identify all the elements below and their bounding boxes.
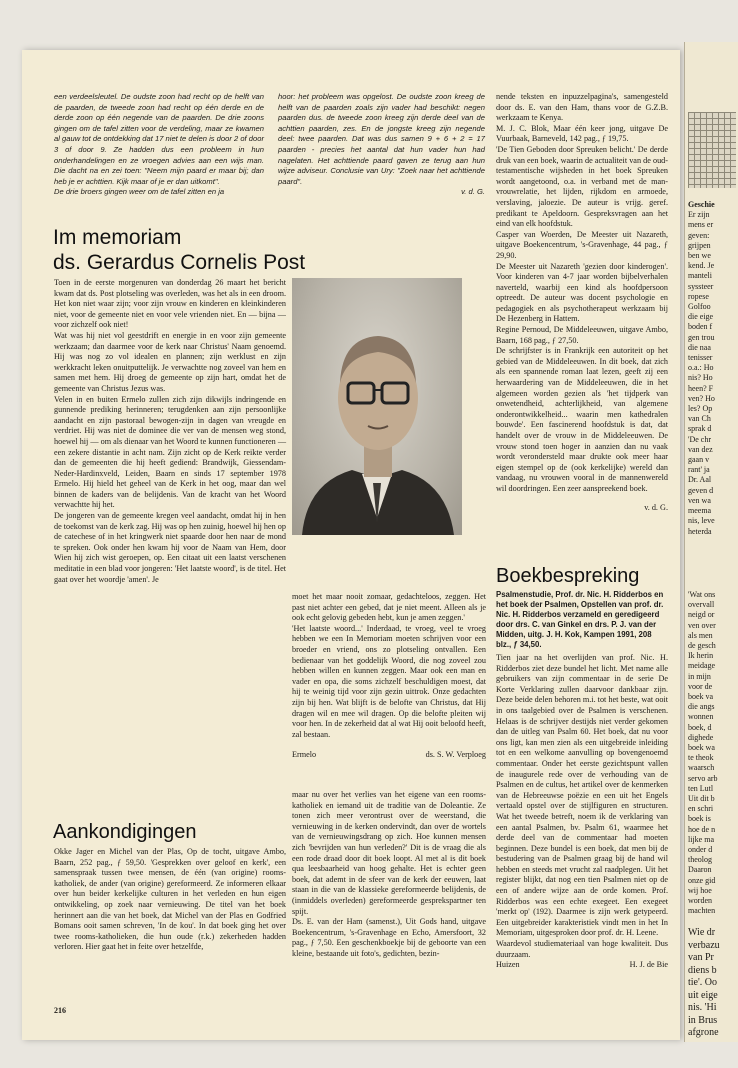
memoriam-paragraph: moet het maar nooit zomaar, gedachteloos, zeggen. Het past niet achter een gebed, dat je niet meent. Alleen als je ook echt gelovig gebeden hebt, kun je amen zeggen.' [292,592,486,623]
memoriam-title [53,225,305,275]
announcements-left-column [54,847,286,953]
adjacent-text-line: verbazu [688,939,720,951]
memoriam-left-column [54,278,286,585]
memoriam-signature [292,750,486,761]
adjacent-text-line: grijpen [688,240,711,250]
memoriam-paragraph: 'Het laatste woord...' Inderdaad, te vroeg, veel te vroeg hebben we een In Memoriam moeten schrijven voor een broeder en vriend, ons zo plotseling ontvallen. Een bedienaar van het goddelijk Woord, die nog zoveel zou hebben willen en kunnen zeggen. Maar ook een man en vader en opa, die soms zichzelf beschuldigen moest, dat hij te weinig tijd voor zijn gezin uittrok. Onze gedachten zijn bij hen. Wat blijft is de belofte van Christus, dat Hij dragen wil en mee wil dragen. Op die belofte pleiten wij voor hen. In de zekerheid dat al wat Hij ooit beloofd heeft, zal bestaan. [292,623,486,739]
right-column-text: Regine Pernoud, De Middeleeuwen, uitgave Ambo, Baarn, 168 pag., ƒ 27,50. [496,325,668,345]
right-column [496,92,668,513]
intro-left-text-2: De drie broers gingen weer om de tafel zitten en ja [54,187,225,197]
memoriam-sign-place: Ermelo [292,750,317,760]
adjacent-text-line: onze gid [688,875,716,885]
adjacent-text-line: geven d [688,485,714,495]
portrait-photo [292,278,462,535]
adjacent-text-line: die angs [688,702,715,712]
adjacent-text-line: dighede [688,732,714,742]
review-title: Boekbespreking [496,565,640,587]
adjacent-text-line: meidage [688,661,716,671]
adjacent-text-line: overvall [688,600,715,610]
adjacent-text-line: ven over [688,620,716,630]
announcements-middle-text: maar nu over het verlies van het eigene van een rooms-katholiek en iemand uit de traditie van de Doleantie. Ze tonen zich meer verontrust over de weerstand, die vernieuwing in de kerken ondervindt, dan over de wortels van de vernieuwingsdrang op zich. Hoe kunnen mensen zich 'bevrijden van hun verleden?' Dit is de vraag die als een rode draad door dit boek loopt. Al met al is dit boek qua leesbaarheid van hoog gehalte. Het is echter geen boek, dat ademt in de sfeer van de kerk der eeuwen, laat staan in die van de klassieke gereformeerde belijdenis, de (inmiddels overleden) gereformeerde gesprekspartner ten spijt. [292,790,486,916]
adjacent-text-line: syssteer [688,281,714,291]
memoriam-paragraph: Toen in de eerste morgenuren van donderdag 26 maart het bericht kwam dat ds. Post plotseling was overleden, was het als in een droom. Het kon niet waar zijn; voor zijn vrouw en kinderen en kleinkinderen niet, voor de gemeente niet en voor vele vrienden niet. En — bijna — voor zichzelf ook niet! [54,278,286,330]
adjacent-text-line: mens er [688,220,714,230]
adjacent-text-line: Uit dit b [688,794,715,804]
adjacent-text-line: onder d [688,845,713,855]
adjacent-text-line: neigd or [688,610,715,620]
page-number: 216 [54,1006,66,1015]
adjacent-text-line: boek is [688,814,711,824]
right-column-text: nende teksten en inpuzzelpagina's, samengesteld door ds. E. van den Ham, thans voor de G.Z.B. werkzaam te Kenya. [496,92,668,123]
adjacent-text-line: heen? F [688,383,714,393]
adjacent-text-line: machten [688,906,716,916]
adjacent-text-line: en schri [688,804,714,814]
review-sign-place: Huizen [496,960,520,970]
intro-middle-column [278,92,485,198]
adjacent-text-line: afgrone [688,1027,719,1038]
adjacent-text-line: nis? Ho [688,373,713,383]
adjacent-text-block-2 [685,590,718,917]
review-body: Tien jaar na het overlijden van prof. Nic. H. Ridderbos ziet deze bundel het licht. Met name alle gebruikers van zijn commentaar in de serie De Korte Verklaring zullen daarvoor dankbaar zijn. Deze beide delen behoren m.i. tot het beste, wat ooit in ons taalgebied over de Psalmen is verschenen. Helaas is de schrijver destijds niet verder gekomen dan de uitleg van Psalm 60. Het boek, dat nu voor ons ligt, kan men zien als een uitgebreide inleiding tot en een welkome aanvulling op bovengenoemd commentaar. Onder het eerste gezichtspunt vallen de inaugurele rede over de verhouding van de Psalmen en de cultus, het artikel over de kenmerken van de Hebreeuwse poëzie en een uit het Engels vertaald opstel over de stijlfiguren en structuren. Wat het tweede betreft, noem ik de verklaring van een aantal Psalmen, bv. Psalm 61, waarmee het derde deel van de commentaar had moeten beginnen. Deze bundel is een boek, dat men bij de bestudering van de Psalmen graag bij de hand wil hebben en steeds met vrucht zal raadplegen. Uit het register blijkt, dat nog een tien Psalmen niet op de een of andere wijze aan de orde komen. Prof. Ridderbos was een echte exegeet. Een exegeet 'merkt op' (192). Daarmee is zijn werk getypeerd. Een uitgebreider karakteristiek vindt men in het In Memoriam, uitgesproken door prof. dr. H. Leene. [496,653,668,938]
right-column-text: De Meester uit Nazareth 'gezien door kinderogen'. Voor kinderen van 4-7 jaar worden bijbelverhalen naverteld, waarbij een kind als hoofdpersoon optreedt. De auteur was docent psychologie en pedagogiek en als psychotherapeut werkzaam bij De Hezenberg in Hattem. [496,261,668,324]
adjacent-text-line: gen trou [688,332,715,342]
adjacent-text-line: worden [688,896,712,906]
adjacent-text-line: heterda [688,526,712,536]
intro-left-text: een verdeelsleutel. De oudste zoon had recht op de helft van de paarden, de tweede zoon had recht op één derde en de derde zoon op één negende van de paarden. De drie zoons gingen om de tafel zitten voor de verdeling, maar ze kwamen al gauw tot de ontdekking dat 17 niet te delen is door 2 of door 3 of door 9. Ze hadden dus een probleem in hun onderhandelingen en ze vroegen advies aan een wijs man. Die dacht na en zei toen: "Neem mijn paard er maar bij; dan heb je er achttien. Kijk maar of je er dan uitkomt". [54,92,264,186]
review-column [496,590,668,971]
adjacent-text-line: wonnen [688,712,714,722]
adjacent-text-line: van Ch [688,414,711,424]
right-column-signature: v. d. G. [644,502,668,512]
adjacent-text-line: ven wa [688,495,711,505]
memoriam-paragraph: Wat was hij niet vol geestdrift en energie in en voor zijn gemeente werkzaam; dan daarmee voor de kerk naar Christus' Naam genoemd. Hij was nog zo vol idealen en plannen; zijn werklust en zijn werkkracht leken onuitputtelijk. Je verwachtte nog zoveel van hem en samen met hem. Hij droeg de gemeente op zijn hart, omdat het de gemeente van Christus Jezus was. [54,330,286,393]
adjacent-text-line: gaan v [688,455,710,465]
adjacent-text-line: uit eige [688,989,718,1001]
right-column-text: 'De Tien Geboden door Spreuken belicht.' De derde druk van een boek, waarin de actualiteit van de oud-testamentische wijsheden in het boek Spreuken wordt aangetoond, o.a. in verband met de man-vrouwrelatie, het lijden, rijkdom en armoede, verslaving, jaloezie. De auteur is vrijg. geref. predikant te Apeldoorn. Gespreksvragen aan het eind van elk hoofdstuk. [496,144,668,229]
memoriam-right-column [292,592,486,761]
review-sign-author: H. J. de Bie [629,960,668,970]
adjacent-text-line: boek va [688,692,714,702]
adjacent-text-line: de gesch [688,641,716,651]
adjacent-text-line: wij hoe [688,885,712,895]
adjacent-text-line: in Brus [688,1014,718,1026]
adjacent-text-line: nis. 'Hi [688,1002,717,1013]
adjacent-text-line: die eige [688,312,714,322]
adjacent-text-line: meema [688,506,712,516]
adjacent-text-line: Er zijn [688,210,710,220]
right-column-text: Casper van Woerden, De Meester uit Nazareth, uitgave Boekencentrum, 's-Gravenhage, 44 pag., ƒ 29,90. [496,229,668,260]
adjacent-text-line: van dez [688,444,713,454]
adjacent-text-line: Wie dr [688,927,716,938]
adjacent-page [684,42,738,1042]
adjacent-text-line: te theok [688,753,714,763]
memoriam-sign-author: ds. S. W. Verploeg [425,750,486,760]
announcements-title: Aankondigingen [53,821,197,843]
adjacent-text-line: diens b [688,964,717,976]
memoriam-paragraph: Velen in en buiten Ermelo zullen zich zijn dikwijls indringende en gunnende prediking herinneren; terugdenken aan zijn persoonlijke aandacht en zijn pastoraal bewogen-zijn in dagen van vreugde en verdriet. Hij was niet de dominee die ver van de mensen weg stond, hoewel hij — om als dienaar van het Woord te kunnen functioneren — een zekere distantie in acht nam. Zijn zicht op de Kerk reikte verder dan de gemeenten die hij heeft gediend: Brandwijk, Giessendam-Neder-Hardinxveld, Leiden, Baarn en sinds 17 september 1978 Ermelo. Hij hield het geheel van de Kerk in het oog, maar dan wel binnen de kaders van de belijdenis. Van de kracht van het Woord verwachtte hij het. [54,394,287,510]
adjacent-text-line: servo arb [688,773,718,783]
adjacent-text-line: tie'. Oo [688,977,718,988]
adjacent-text-line: tenisser [688,353,713,363]
memoriam-title-line1: Im memoriam [53,226,182,249]
adjacent-text-line: ven? Ho [688,393,715,403]
announcements-left-text: Okke Jager en Michel van der Plas, Op de tocht, uitgave Ambo, Baarn, 252 pag., ƒ 59,50. 'Gesprekken over geloof en kerk', een samenspraak tussen twee mensen, de één (van origine) rooms-katholiek, de ander (van origine) gereformeerd. Ze informeren elkaar over hun beider kerkelijke culturen in het verleden en hun eigen ontwikkeling, op zoek naar vernieuwing. De titel van het boek herinnert aan die van het boek, dat Michel van der Plas en Godfried Bomans ooit samen schreven, 'In de kou'. In dat boek ging het over twee rooms-katholieken, die hun oude (r.k.) zekerheden hadden verloren. Hier gaat het in feite over hetzelfde, [54,847,286,952]
adjacent-page-grid-graphic [688,112,736,188]
adjacent-text-line: in mijn [688,671,711,681]
portrait-drawing [292,278,462,535]
intro-signature: v. d. G. [461,187,485,197]
adjacent-text-line: 'De chr [688,434,711,444]
adjacent-text-line: van Pr [688,952,714,963]
announcements-middle-column [292,790,486,960]
adjacent-text-line: Geschie [688,200,715,209]
intro-left-column [54,92,264,198]
memoriam-title-line2: ds. Gerardus Cornelis Post [53,251,306,274]
adjacent-text-line: manteli [688,271,712,281]
adjacent-text-line: Dr. Aal [688,475,712,485]
adjacent-text-block-1 [685,200,715,537]
adjacent-text-line: nis, leve [688,516,715,526]
adjacent-text-line: o.a.: Ho [688,363,714,373]
adjacent-text-line: ten Lutl [688,783,714,793]
adjacent-text-line: die naa [688,342,711,352]
adjacent-text-line: Ik herin [688,651,714,661]
adjacent-text-line: sprak d [688,424,712,434]
adjacent-text-line: Golfoo [688,302,711,312]
adjacent-text-line: als men [688,630,713,640]
adjacent-text-line: Daaron [688,865,712,875]
adjacent-text-line: boek, d [688,722,712,732]
adjacent-text-line: ben we [688,251,711,261]
adjacent-text-line: kend. Je [688,261,715,271]
intro-middle-text: hoor: het probleem was opgelost. De oudste zoon kreeg de helft van de paarden zoals zijn vader had beschikt: negen paarden dus. de tweede zoon kreeg zijn derde deel van de achttien paarden, zes. En de jongste kreeg zijn negende deel: twee paarden. Dat was dus samen 9 + 6 + 2 = 17 paarden - precies het aantal dat hun vader hun had nagelaten. Het achttiende paard gaven ze terug aan hun wijze adviseur. Conclusie van Ury: "Zoek naar het achttiende paard". [278,92,485,186]
adjacent-text-line: voor de [688,681,713,691]
announcements-middle-text-2: Ds. E. van der Ham (samenst.), Uit Gods hand, uitgave Boekencentrum, 's-Gravenhage en Echo, Amersfoort, 32 pag., ƒ 7,50. Een geschenkboekje bij de geboorte van een kleine, bestaande uit foto's, gedichten, bezin- [292,917,486,958]
review-heading: Psalmenstudie, Prof. dr. Nic. H. Ridderbos en het boek der Psalmen, Opstellen van prof. dr. Nic. H. Ridderbos verzameld en geredigeerd door drs. C. van Ginkel en drs. P. J. van der Midden, uitg. J. H. Kok, Kampen 1991, 208 blz., ƒ 34,50. [496,590,664,649]
magazine-page [22,50,680,1040]
adjacent-text-line: les? Op [688,404,713,414]
adjacent-text-line: lijke ma [688,834,714,844]
adjacent-text-line: geven: [688,230,710,240]
review-closing: Waardevol studiemateriaal van hoge kwaliteit. Dus duurzaam. [496,939,668,959]
review-signature [496,960,668,971]
right-column-text: M. J. C. Blok, Maar één keer jong, uitgave De Vuurbaak, Barneveld, 142 pag., ƒ 19,75. [496,123,668,144]
adjacent-text-line: waarsch [688,763,715,773]
adjacent-text-block-3 [685,927,720,1040]
adjacent-text-line: 'Wat ons [688,590,716,599]
adjacent-text-line: boden f [688,322,713,332]
adjacent-text-line: boek wa [688,743,715,753]
adjacent-text-line: ropese [688,291,709,301]
memoriam-paragraph: De jongeren van de gemeente kregen veel aandacht, omdat hij in hen de toekomst van de kerk zag. Hij was op hen zuinig, hoewel hij hen op de catechese of in het kringwerk niet spaarde door hen naar de mond te spreken. Ook onder hen kwam hij voor de Naam van Hem, door Wien hij zich wist geroepen, op. Een citaat uit een laatst verschenen meditatie in een blad voor jongeren: 'Het laatste woord', is de titel. Het gaat over het woordje 'amen'. Je [54,511,286,584]
adjacent-text-line: theolog [688,855,712,865]
adjacent-text-line: hoe de n [688,824,716,834]
right-column-text: De schrijfster is in Frankrijk een autoriteit op het gebied van de Middeleeuwen. In dit boek, dat zich als een spannende roman laat lezen, geeft zij een herwaardering van de Middeleeuwen, die in het algemeen worden gezien als 'het tijdperk van onwetendheid, achterlijkheid, van algemene onderontwikkelheid... waarin men kathedralen bouwde'. Een fascinerend hoofdstuk is dat, dat handelt over de vrouw in de Middeleeuwen. De vrouw stond toen hoger in aanzien dan nu vaak wordt verondersteld maar drukte ook meer haar eigen stempel op de (ook kerkelijke) wereld dan vandaag, nu vrouwen vooral in de mannenwereld wil doordringen. Een zeer aanspreekend boek. [496,346,668,493]
adjacent-text-line: rant' ja [688,465,710,475]
